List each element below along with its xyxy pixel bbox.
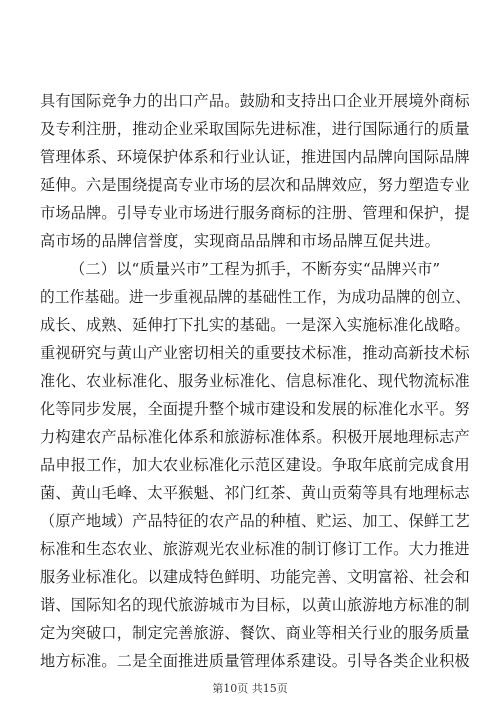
text-line: 化等同步发展，全面提升整个城市建设和发展的标准化水平。努 <box>40 400 470 418</box>
text-line: 管理体系、环境保护体系和行业认证，推进国内品牌向国际品牌 <box>40 148 470 166</box>
section-heading-line: （二）以“质量兴市”工程为抓手，不断夯实“品牌兴市” <box>70 260 441 278</box>
text-line: 具有国际竞争力的出口产品。鼓励和支持出口企业开展境外商标 <box>40 92 470 110</box>
text-line: 高市场的品牌信誉度，实现商品品牌和市场品牌互促共进。 <box>40 232 441 250</box>
text-line: 准化、农业标准化、服务业标准化、信息标准化、现代物流标准 <box>40 372 470 390</box>
text-line: 的工作基础。进一步重视品牌的基础性工作，为成功品牌的创立、 <box>40 288 471 306</box>
text-line: 服务业标准化。以建成特色鲜明、功能完善、文明富裕、社会和 <box>40 568 470 586</box>
text-line: 及专利注册，推动企业采取国际先进标准，进行国际通行的质量 <box>40 120 470 138</box>
text-line: （原产地域）产品特征的农产品的种植、贮运、加工、保鲜工艺 <box>40 512 470 530</box>
text-line: 市场品牌。引导专业市场进行服务商标的注册、管理和保护，提 <box>40 204 470 222</box>
text-line: 谐、国际知名的现代旅游城市为目标，以黄山旅游地方标准的制 <box>40 596 470 614</box>
text-line: 重视研究与黄山产业密切相关的重要技术标准，推动高新技术标 <box>40 344 470 362</box>
text-line: 标准和生态农业、旅游观光农业标准的制订修订工作。大力推进 <box>40 540 470 558</box>
text-line: 延伸。六是围绕提高专业市场的层次和品牌效应，努力塑造专业 <box>40 176 470 194</box>
text-line: 成长、成熟、延伸打下扎实的基础。一是深入实施标准化战略。 <box>40 316 470 334</box>
text-line: 品申报工作，加大农业标准化示范区建设。争取年底前完成食用 <box>40 456 470 474</box>
text-line: 定为突破口，制定完善旅游、餐饮、商业等相关行业的服务质量 <box>40 624 470 642</box>
text-line: 菌、黄山毛峰、太平猴魁、祁门红茶、黄山贡菊等具有地理标志 <box>40 484 470 502</box>
text-line: 力构建农产品标准化体系和旅游标准体系。积极开展地理标志产 <box>40 428 470 446</box>
page-number-footer: 第10页 共15页 <box>212 682 288 695</box>
text-line: 地方标准。二是全面推进质量管理体系建设。引导各类企业积极 <box>40 652 470 670</box>
